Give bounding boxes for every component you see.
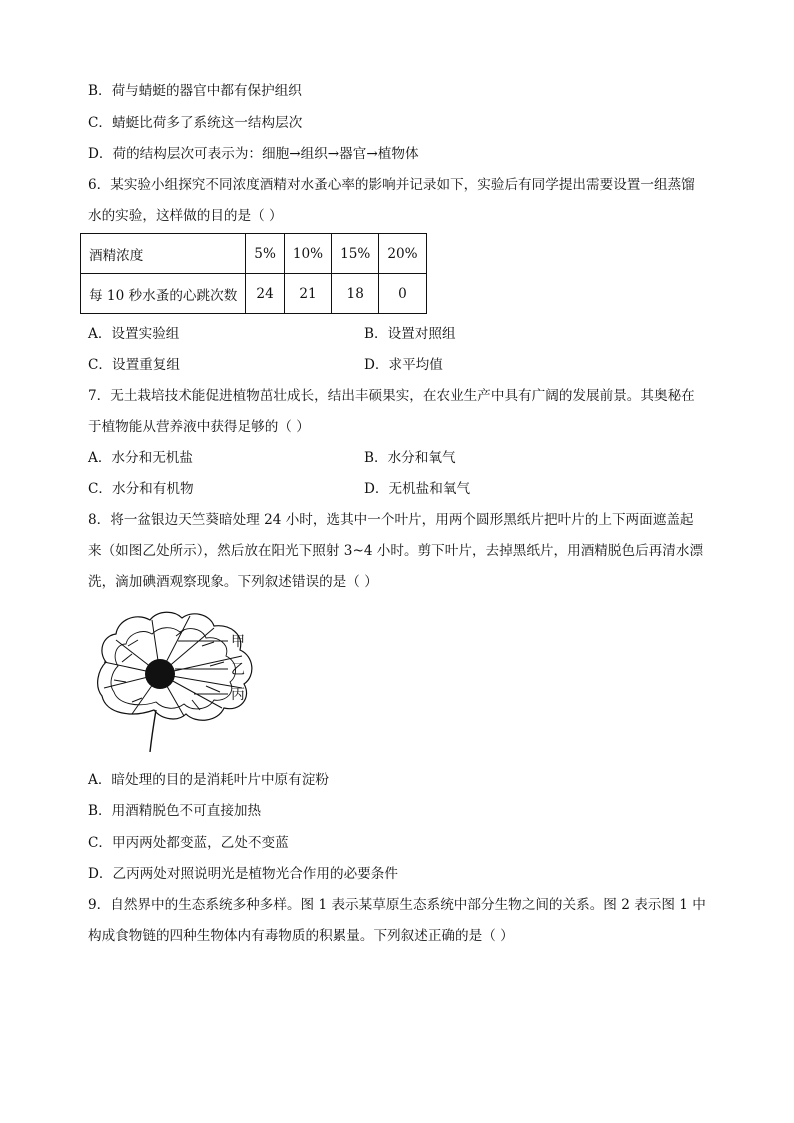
q6-stem-line1: 6．某实验小组探究不同浓度酒精对水蚤心率的影响并记录如下，实验后有同学提出需要设置一组蒸馏 (88, 177, 695, 193)
table-cell: 酒精浓度 (81, 234, 246, 274)
q8-stem-line1: 8．将一盆银边天竺葵暗处理 24 小时，选其中一个叶片，用两个圆形黑纸片把叶片的上下两面遮盖起 (88, 512, 694, 528)
table-cell: 24 (246, 274, 285, 314)
table-cell: 21 (284, 274, 331, 314)
leaf-outline (98, 612, 252, 720)
q8-stem-line2: 来（如图乙处所示），然后放在阳光下照射 3~4 小时。剪下叶片，去掉黑纸片，用酒精脱色后再清水漂 (88, 543, 704, 559)
q6-stem-line2: 水的实验，这样做的目的是（ ） (88, 208, 283, 224)
q8-option-a: A．暗处理的目的是消耗叶片中原有淀粉 (88, 772, 329, 788)
q8-stem-line3: 洗，滴加碘酒观察现象。下列叙述错误的是（ ） (88, 574, 378, 590)
table-cell: 18 (332, 274, 379, 314)
table-row (81, 234, 427, 274)
q5-option-b: B．荷与蜻蜓的器官中都有保护组织 (88, 83, 302, 99)
table-cell: 0 (379, 274, 426, 314)
q7-stem-line2: 于植物能从营养液中获得足够的（ ） (88, 419, 310, 435)
table-cell: 10% (284, 234, 331, 274)
q8-option-c: C．甲丙两处都变蓝，乙处不变蓝 (88, 835, 289, 851)
q8-option-d: D．乙丙两处对照说明光是植物光合作用的必要条件 (88, 866, 398, 882)
q7-stem-line1: 7．无土栽培技术能促进植物茁壮成长，结出丰硕果实，在农业生产中具有广阔的发展前景。其奥秘在 (88, 388, 695, 404)
leaf-petiole (150, 710, 156, 752)
table-cell: 15% (332, 234, 379, 274)
q7-option-c: C．水分和有机物 (88, 481, 194, 497)
black-paper-disc (145, 659, 175, 689)
table-row (81, 274, 427, 314)
q8-option-b: B．用酒精脱色不可直接加热 (88, 803, 262, 819)
table-cell: 20% (379, 234, 426, 274)
q5-option-c: C．蜻蜓比荷多了系统这一结构层次 (88, 115, 303, 131)
q6-option-c: C．设置重复组 (88, 357, 180, 373)
q6-option-d: D．求平均值 (364, 357, 443, 373)
leaf-diagram (92, 606, 262, 752)
label-jia: 甲 (231, 634, 245, 650)
leaf-veins (104, 616, 242, 716)
q7-option-d: D．无机盐和氧气 (364, 481, 471, 497)
table-cell: 每 10 秒水蚤的心跳次数 (81, 274, 246, 314)
q9-stem-line1: 9．自然界中的生态系统多种多样。图 1 表示某草原生态系统中部分生物之间的关系。图 2 表示图 1 中 (88, 897, 706, 913)
label-bing: 丙 (231, 687, 245, 703)
q6-data-table (80, 233, 427, 314)
q7-option-b: B．水分和氧气 (364, 450, 456, 466)
label-yi: 乙 (231, 662, 245, 678)
q6-option-a: A．设置实验组 (88, 326, 180, 342)
q7-option-a: A．水分和无机盐 (88, 450, 193, 466)
q9-stem-line2: 构成食物链的四种生物体内有毒物质的积累量。下列叙述正确的是（ ） (88, 928, 514, 944)
q5-option-d: D．荷的结构层次可表示为：细胞→组织→器官→植物体 (88, 146, 419, 162)
table-cell: 5% (246, 234, 285, 274)
q6-option-b: B．设置对照组 (364, 326, 456, 342)
